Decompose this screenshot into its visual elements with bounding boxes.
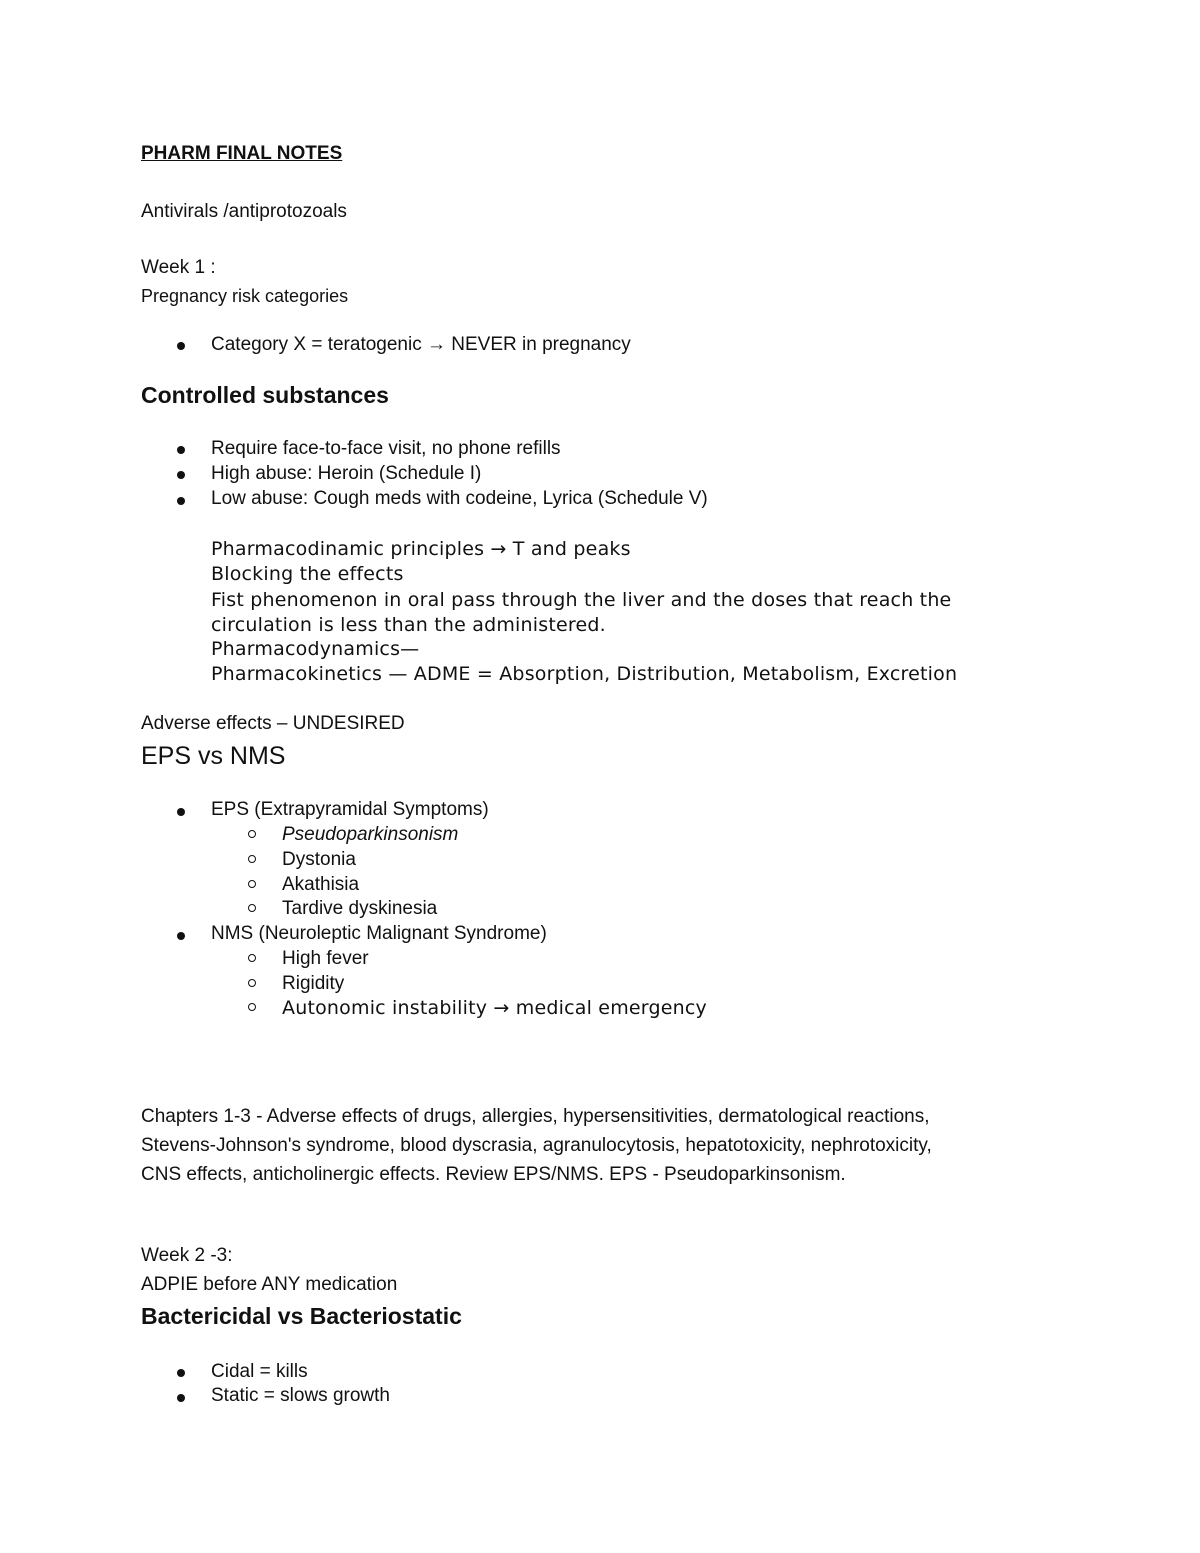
sub-list-item: High fever — [282, 948, 369, 969]
list-item: Static = slows growth — [211, 1385, 390, 1406]
list-item-nms: NMS (Neuroleptic Malignant Syndrome) — [211, 923, 547, 944]
text-line: circulation is less than the administered. — [211, 614, 606, 636]
list-item: Category X = teratogenic → NEVER in pregnancy — [211, 334, 631, 355]
adpie-label: ADPIE before ANY medication — [141, 1274, 398, 1295]
list-item: Require face-to-face visit, no phone refills — [211, 438, 561, 459]
bullet-icon — [177, 471, 185, 479]
bullet-icon — [177, 932, 185, 940]
pregnancy-label: Pregnancy risk categories — [141, 286, 349, 306]
paragraph-line: Chapters 1-3 - Adverse effects of drugs, allergies, hypersensitivities, dermatological reactions, — [141, 1106, 930, 1127]
paragraph-line: CNS effects, anticholinergic effects. Review EPS/NMS. EPS - Pseudoparkinsonism. — [141, 1164, 846, 1185]
bullet-icon — [177, 342, 185, 350]
bullet-icon — [177, 1394, 185, 1402]
circle-bullet-icon — [248, 954, 256, 962]
sub-list-item: Pseudoparkinsonism — [282, 824, 459, 845]
bullet-icon — [177, 1369, 185, 1377]
list-item: Low abuse: Cough meds with codeine, Lyrica (Schedule V) — [211, 488, 708, 509]
sub-list-item: Tardive dyskinesia — [282, 898, 438, 919]
text-line: Blocking the effects — [211, 563, 404, 585]
circle-bullet-icon — [248, 830, 256, 838]
bullet-icon — [177, 808, 185, 816]
list-item: Cidal = kills — [211, 1361, 308, 1382]
sub-list-item: Autonomic instability → medical emergency — [282, 997, 707, 1019]
week23-label: Week 2 -3: — [141, 1245, 233, 1266]
week1-label: Week 1 : — [141, 257, 216, 278]
bullet-icon — [177, 446, 185, 454]
text-line: Pharmacokinetics — ADME = Absorption, Distribution, Metabolism, Excretion — [211, 663, 958, 685]
section-heading-bacteria: Bactericidal vs Bacteriostatic — [141, 1303, 462, 1329]
adverse-label: Adverse effects – UNDESIRED — [141, 713, 405, 734]
sub-list-item: Rigidity — [282, 973, 345, 994]
text-line: Pharmacodinamic principles → T and peaks — [211, 538, 631, 560]
sub-list-item: Dystonia — [282, 849, 356, 870]
text-line: Fist phenomenon in oral pass through the liver and the doses that reach the — [211, 589, 952, 611]
list-item-eps: EPS (Extrapyramidal Symptoms) — [211, 799, 489, 820]
circle-bullet-icon — [248, 1003, 256, 1011]
document-title: PHARM FINAL NOTES — [141, 143, 343, 164]
circle-bullet-icon — [248, 904, 256, 912]
circle-bullet-icon — [248, 880, 256, 888]
circle-bullet-icon — [248, 855, 256, 863]
subtitle: Antivirals /antiprotozoals — [141, 201, 347, 222]
paragraph-line: Stevens-Johnson's syndrome, blood dyscrasia, agranulocytosis, hepatotoxicity, nephrotoxicity, — [141, 1135, 932, 1156]
text-line: Pharmacodynamics— — [211, 638, 420, 660]
circle-bullet-icon — [248, 979, 256, 987]
section-heading-controlled: Controlled substances — [141, 382, 389, 408]
sub-list-item: Akathisia — [282, 874, 360, 895]
list-item: High abuse: Heroin (Schedule I) — [211, 463, 482, 484]
bullet-icon — [177, 497, 185, 505]
section-heading-eps: EPS vs NMS — [141, 742, 286, 770]
